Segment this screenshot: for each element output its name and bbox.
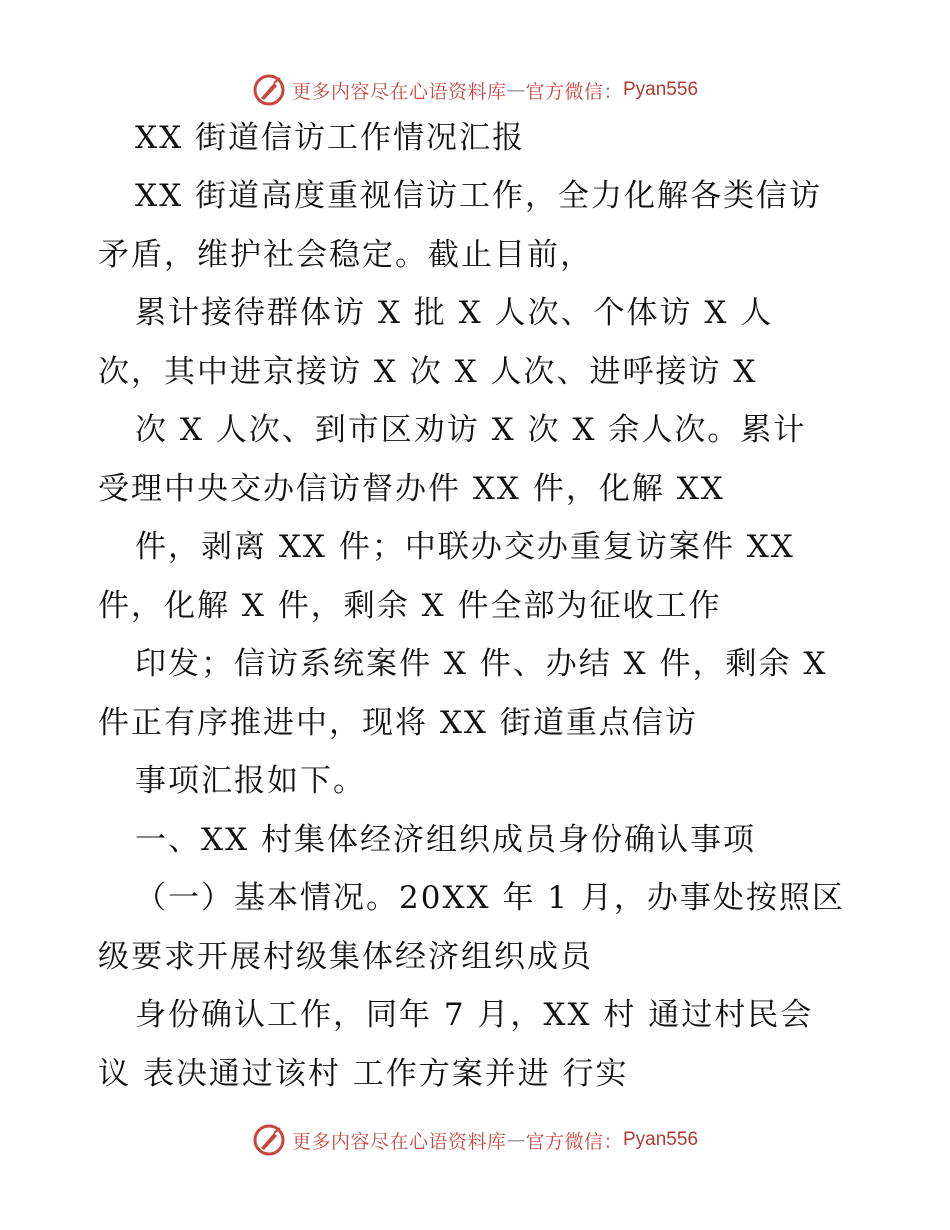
watermark-site: 更多内容尽在心语资料库 bbox=[291, 1130, 507, 1153]
watermark-id: Pyan556 bbox=[623, 79, 699, 100]
section-heading: 一、XX 村集体经济组织成员身份确认事项 bbox=[135, 822, 756, 858]
watermark-id: Pyan556 bbox=[623, 1129, 699, 1150]
body-line: 事项汇报如下。 bbox=[135, 763, 366, 799]
header-watermark bbox=[0, 70, 950, 110]
watermark-dash: — bbox=[506, 79, 526, 101]
body-line: 件，化解 X 件，剩余 X 件全部为征收工作 bbox=[98, 588, 722, 624]
body-line: 受理中央交办信访督办件 XX 件，化解 XX bbox=[98, 471, 725, 507]
body-line: 身份确认工作，同年 7 月，XX 村 通过村民会 bbox=[135, 997, 814, 1033]
doc-title: XX 街道信访工作情况汇报 bbox=[135, 120, 525, 156]
footer-watermark bbox=[0, 1120, 950, 1160]
body-line: XX 街道高度重视信访工作，全力化解各类信访 bbox=[135, 178, 822, 214]
body-line: 次 X 人次、到市区劝访 X 次 X 余人次。累计 bbox=[135, 412, 807, 448]
body-line: 议 表决通过该村 工作方案并进 行实 bbox=[98, 1056, 629, 1092]
watermark-label: 官方微信： bbox=[525, 80, 623, 103]
body-line: 次，其中进京接访 X 次 X 人次、进呼接访 X bbox=[98, 354, 758, 390]
quill-logo-icon bbox=[252, 73, 286, 107]
body-line: 矛盾，维护社会稳定。截止目前， bbox=[98, 237, 593, 273]
watermark-dash: — bbox=[506, 1129, 526, 1151]
body-line: 累计接待群体访 X 批 X 人次、个体访 X 人 bbox=[135, 295, 774, 331]
body-line: 印发；信访系统案件 X 件、办结 X 件，剩余 X bbox=[135, 646, 828, 682]
watermark-site: 更多内容尽在心语资料库 bbox=[291, 80, 507, 103]
subsection-heading: （一）基本情况。20XX 年 1 月，办事处按照区 bbox=[135, 880, 845, 916]
body-line: 级要求开展村级集体经济组织成员 bbox=[98, 939, 593, 975]
body-line: 件，剥离 XX 件；中联办交办重复访案件 XX bbox=[135, 529, 795, 565]
watermark-label: 官方微信： bbox=[525, 1130, 623, 1153]
quill-logo-icon bbox=[252, 1123, 286, 1157]
body-line: 件正有序推进中，现将 XX 街道重点信访 bbox=[98, 705, 698, 741]
